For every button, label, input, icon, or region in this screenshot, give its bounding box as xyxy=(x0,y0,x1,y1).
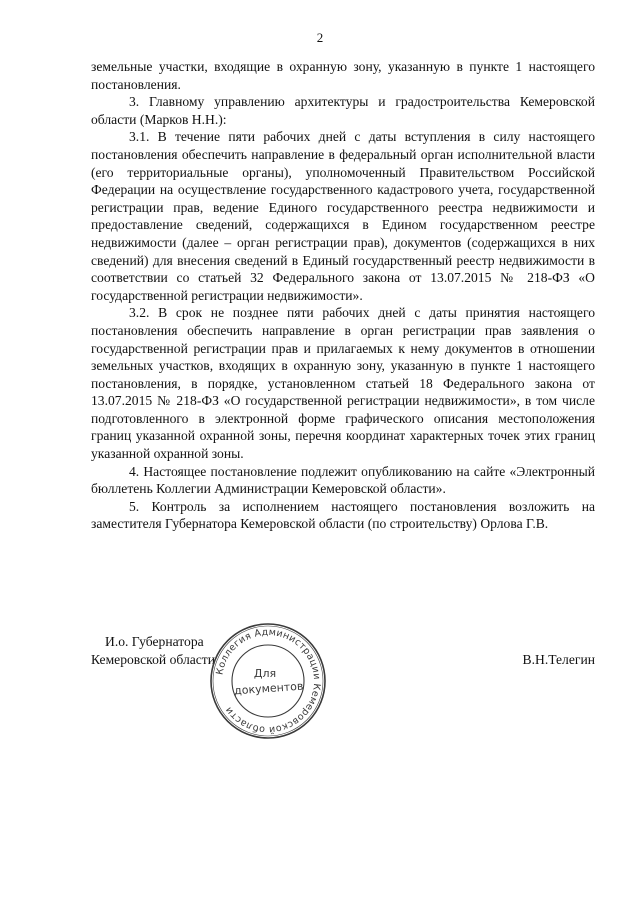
paragraph-item-3-1: 3.1. В течение пяти рабочих дней с даты вступления в силу настоящего постановления обеспечить направление в федеральный орган исполнительной власти (его территориальные органы), уполномоченный Правительством Российской Федерации на осуществление государственного кадастрового учета, государственной регистрации прав, ведение Единого государственного реестра недвижимости и предоставление сведений, содержащихся в Едином государственном реестре недвижимости (далее – орган регистрации прав), документов (содержащихся в них сведений) для внесения сведений в Единый государственный реестр недвижимости в соответствии со статьей 32 Федерального закона от 13.07.2015 № 218-ФЗ «О государственной регистрации недвижимости». xyxy=(91,129,595,303)
paragraph-item-3: 3. Главному управлению архитектуры и градостроительства Кемеровской области (Марков Н.Н.): xyxy=(91,94,595,127)
paragraph-item-5: 5. Контроль за исполнением настоящего постановления возложить на заместителя Губернатора Кемеровской области (по строительству) Орлова Г.В. xyxy=(91,498,595,532)
page-number: 2 xyxy=(316,30,324,45)
signatory-name: В.Н.Телегин xyxy=(522,652,595,667)
signatory-title-line-2: Кемеровской области xyxy=(91,652,216,667)
paragraph-item-3-2: 3.2. В срок не позднее пяти рабочих дней с даты принятия настоящего постановления обеспечить направление в орган регистрации прав заявления о государственной регистрации прав и прилагаемых к нему документов в отношении земельных участков, входящих в охранную зону, указанную в пункте 1 настоящего постановления, в порядке, установленном статьей 18 Федерального закона от 13.07.2015 № 218-ФЗ «О государственной регистрации недвижимости», в том числе подготовленного в электронной форме графического описания местоположения границ указанной охранной зоны, перечня координат характерных точек этих границ указанной охранной зоны. xyxy=(91,305,595,462)
stamp-center-line-1: Для xyxy=(253,667,277,680)
paragraph-continuation: земельные участки, входящие в охранную зону, указанную в пункте 1 настоящего постановления. xyxy=(91,59,595,92)
svg-text:Коллегия Администрации Кемеров xyxy=(214,627,322,735)
official-stamp xyxy=(208,621,328,741)
signatory-title-line-1: И.о. Губернатора xyxy=(105,634,204,649)
stamp-ring-text: Коллегия Администрации Кемеровской области xyxy=(214,626,323,736)
paragraph-item-4: 4. Настоящее постановление подлежит опубликованию на сайте «Электронный бюллетень Коллегии Администрации Кемеровской области». xyxy=(91,463,595,497)
document-body xyxy=(91,58,595,533)
stamp-center-line-2: документов xyxy=(233,679,304,698)
signature-block xyxy=(91,626,595,780)
